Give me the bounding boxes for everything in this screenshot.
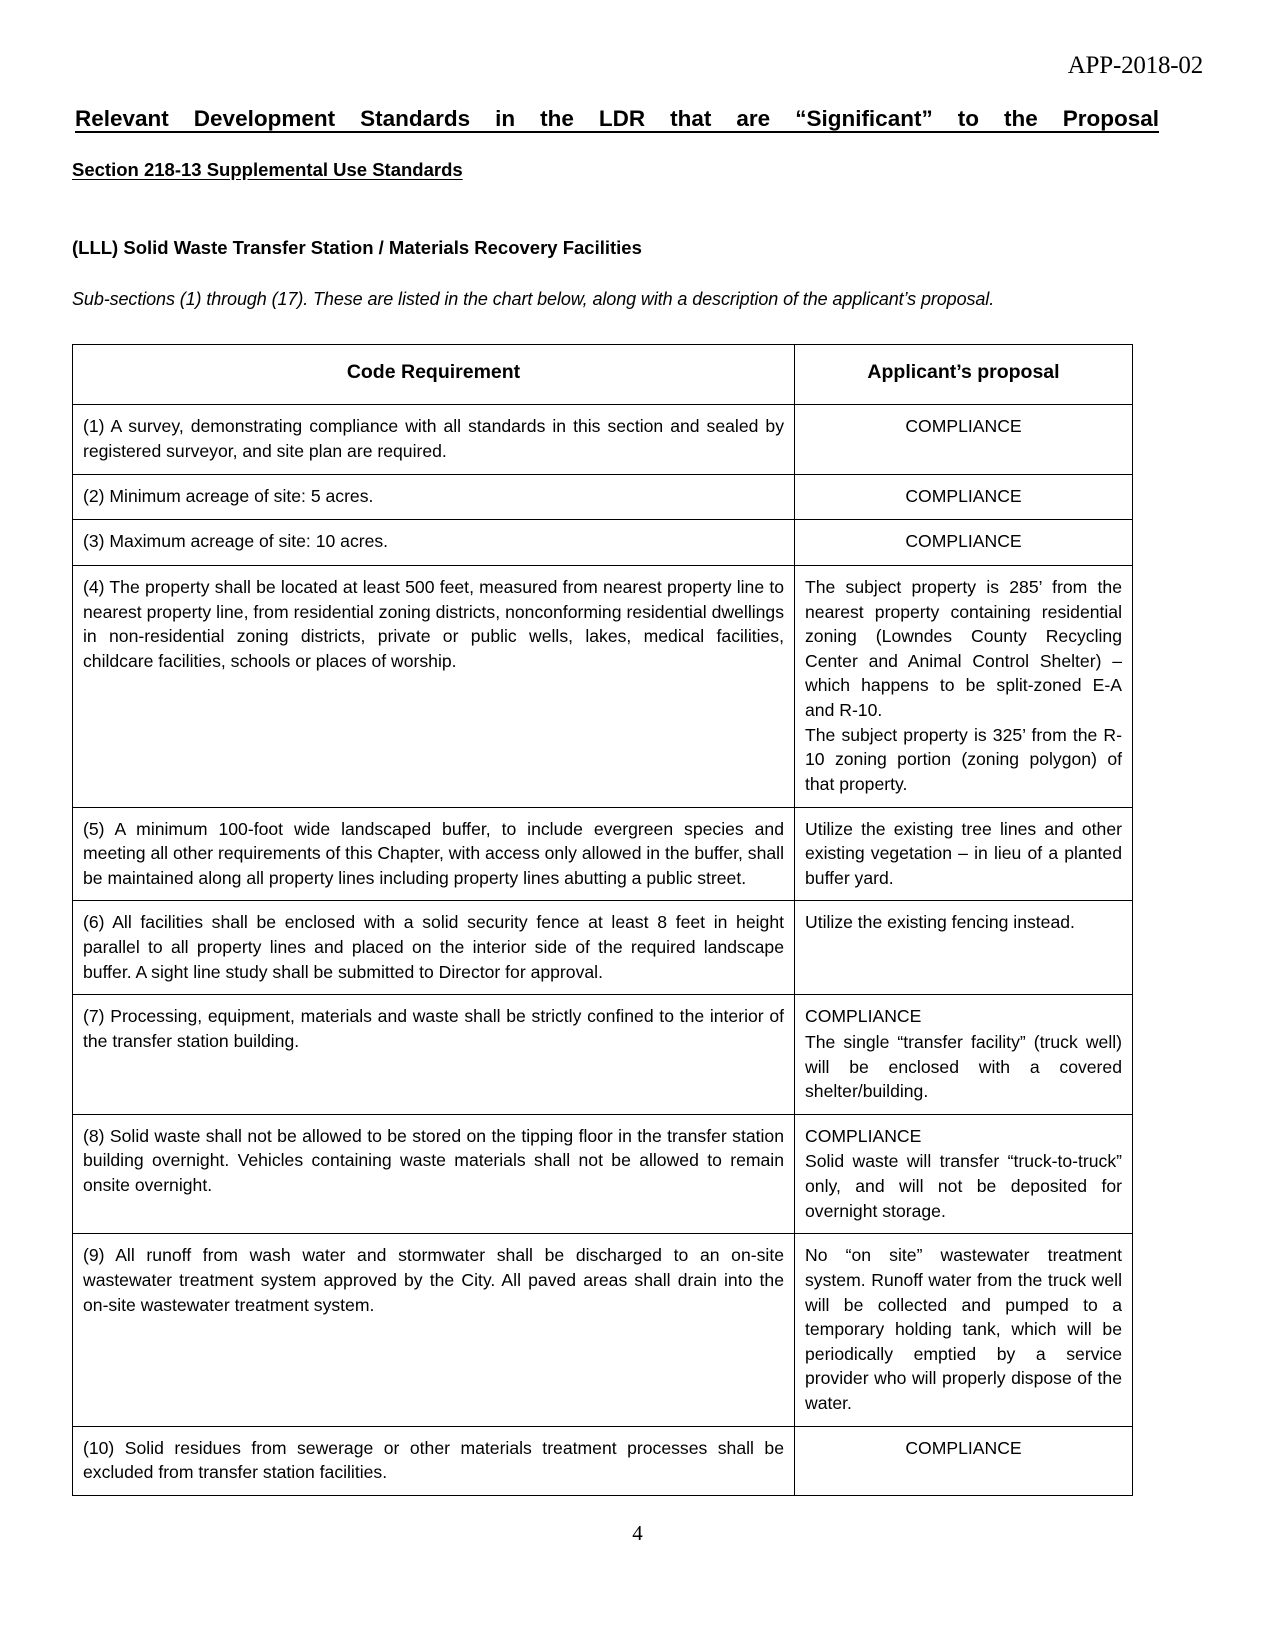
column-header-applicant-proposal: Applicant’s proposal bbox=[795, 345, 1133, 405]
table-head bbox=[73, 345, 1133, 405]
applicant-proposal-cell bbox=[795, 1234, 1133, 1426]
code-requirement-cell: (5) A minimum 100-foot wide landscaped buffer, to include evergreen species and meeting all other requirements of this Chapter, with access only allowed in the buffer, shall be maintained along all property lines including property lines abutting a public street. bbox=[73, 807, 795, 901]
code-requirement-cell: (7) Processing, equipment, materials and waste shall be strictly confined to the interior of the transfer station building. bbox=[73, 995, 795, 1115]
compliance-label: COMPLIANCE bbox=[905, 1437, 1022, 1458]
proposal-text: The subject property is 285’ from the nearest property containing residential zoning (Lowndes County Recycling Center and Animal Control Shelter) – which happens to be split-zoned E-A and R-10. bbox=[805, 576, 1122, 721]
applicant-proposal-cell bbox=[795, 901, 1133, 995]
table-header-row bbox=[73, 345, 1133, 405]
code-requirement-cell: (9) All runoff from wash water and stormwater shall be discharged to an on-site wastewater treatment system approved by the City. All paved areas shall drain into the on-site wastewater treatment system. bbox=[73, 1234, 795, 1426]
proposal-text: Utilize the existing tree lines and other existing vegetation – in lieu of a planted buffer yard. bbox=[805, 818, 1122, 888]
applicant-proposal-cell bbox=[795, 565, 1133, 807]
proposal-text: The subject property is 325’ from the R-10 zoning portion (zoning polygon) of that property. bbox=[805, 724, 1122, 794]
table-row bbox=[73, 995, 1133, 1115]
document-body bbox=[72, 105, 1162, 1496]
table-row bbox=[73, 520, 1133, 566]
applicant-proposal-cell bbox=[795, 474, 1133, 520]
code-requirement-cell: (1) A survey, demonstrating compliance with all standards in this section and sealed by registered surveyor, and site plan are required. bbox=[73, 405, 795, 474]
subsections-note: Sub-sections (1) through (17). These are listed in the chart below, along with a description of the applicant’s proposal. bbox=[72, 289, 995, 310]
applicant-proposal-cell bbox=[795, 405, 1133, 474]
table-row bbox=[73, 807, 1133, 901]
applicant-proposal-cell bbox=[795, 1114, 1133, 1234]
compliance-label: COMPLIANCE bbox=[905, 485, 1022, 506]
page-number: 4 bbox=[632, 1521, 643, 1545]
table-row bbox=[73, 405, 1133, 474]
code-requirement-cell: (2) Minimum acreage of site: 5 acres. bbox=[73, 474, 795, 520]
table-row bbox=[73, 1114, 1133, 1234]
table-row bbox=[73, 474, 1133, 520]
column-header-code-requirement: Code Requirement bbox=[73, 345, 795, 405]
compliance-label: COMPLIANCE bbox=[805, 1125, 922, 1146]
proposal-text: Utilize the existing fencing instead. bbox=[805, 912, 1075, 933]
applicant-proposal-cell bbox=[795, 1426, 1133, 1495]
compliance-label: COMPLIANCE bbox=[905, 416, 1022, 437]
page-title: Relevant Development Standards in the LDR that are “Significant” to the Proposal bbox=[75, 106, 1159, 131]
section-heading: Section 218-13 Supplemental Use Standards bbox=[72, 159, 463, 181]
applicant-proposal-cell bbox=[795, 520, 1133, 566]
table-body bbox=[73, 405, 1133, 1496]
code-requirement-cell: (10) Solid residues from sewerage or other materials treatment processes shall be excluded from transfer station facilities. bbox=[73, 1426, 795, 1495]
table-row bbox=[73, 1426, 1133, 1495]
document-case-number: APP-2018-02 bbox=[1067, 52, 1203, 79]
proposal-text: The single “transfer facility” (truck well) will be enclosed with a covered shelter/building. bbox=[805, 1031, 1122, 1102]
applicant-proposal-cell bbox=[795, 995, 1133, 1115]
applicant-proposal-cell bbox=[795, 807, 1133, 901]
code-requirement-cell: (6) All facilities shall be enclosed with a solid security fence at least 8 feet in height parallel to all property lines and placed on the interior side of the required landscape buffer. A sight line study shall be submitted to Director for approval. bbox=[73, 901, 795, 995]
section-heading-row bbox=[72, 159, 1162, 209]
use-heading: (LLL) Solid Waste Transfer Station / Materials Recovery Facilities bbox=[72, 237, 642, 259]
table-row bbox=[73, 565, 1133, 807]
standards-table bbox=[72, 344, 1133, 1496]
compliance-label: COMPLIANCE bbox=[905, 531, 1022, 552]
code-requirement-cell: (8) Solid waste shall not be allowed to be stored on the tipping floor in the transfer station building overnight. Vehicles containing waste materials shall not be allowed to remain onsite overnight. bbox=[73, 1114, 795, 1234]
proposal-text: No “on site” wastewater treatment system. Runoff water from the truck well will be collected and pumped to a temporary holding tank, which will be periodically emptied by a service provider who will properly dispose of the water. bbox=[805, 1245, 1122, 1414]
table-row bbox=[73, 1234, 1133, 1426]
proposal-text: Solid waste will transfer “truck-to-truck” only, and will not be deposited for overnight storage. bbox=[805, 1151, 1122, 1221]
code-requirement-cell: (3) Maximum acreage of site: 10 acres. bbox=[73, 520, 795, 566]
table-row bbox=[73, 901, 1133, 995]
code-requirement-cell: (4) The property shall be located at least 500 feet, measured from nearest property line to nearest property line, from residential zoning districts, nonconforming residential dwellings in non-residential zoning districts, private or public wells, lakes, medical facilities, childcare facilities, schools or places of worship. bbox=[73, 565, 795, 807]
compliance-label: COMPLIANCE bbox=[805, 1006, 922, 1027]
